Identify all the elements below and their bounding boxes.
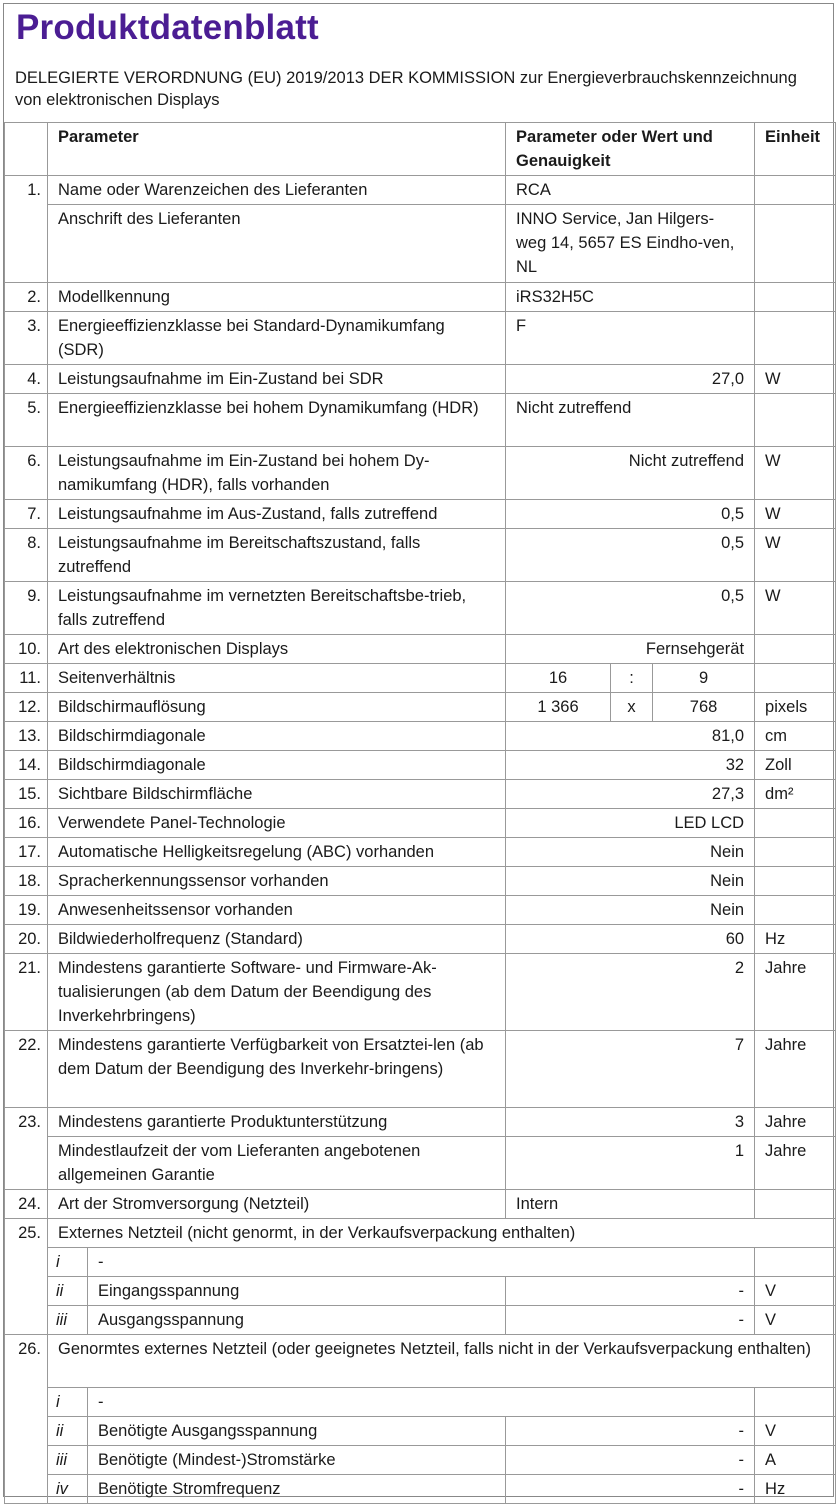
row-number: 24. (5, 1190, 48, 1219)
row-unit: Zoll (755, 751, 836, 780)
page-subtitle: DELEGIERTE VERORDNUNG (EU) 2019/2013 DER KOMMISSION zur Energieverbrauchskennzeichnung von elektronischen Displays (15, 69, 797, 109)
spec-table (4, 122, 836, 1504)
row-parameter: Leistungsaufnahme im vernetzten Bereitschaftsbe-trieb, falls zutreffend (48, 582, 506, 635)
header-parameter: Parameter (48, 123, 506, 176)
row-number: 7. (5, 500, 48, 529)
row-number: 13. (5, 722, 48, 751)
row-unit: W (755, 582, 836, 635)
row-value: Fernsehgerät (506, 635, 755, 664)
table-row (5, 1277, 836, 1306)
row-value: - (506, 1475, 755, 1504)
table-row (5, 1306, 836, 1335)
row-parameter: Energieeffizienzklasse bei hohem Dynamikumfang (HDR) (48, 394, 506, 447)
sub-index: i (48, 1248, 88, 1277)
row-value: 0,5 (506, 529, 755, 582)
row-unit: V (755, 1277, 836, 1306)
table-row (5, 780, 836, 809)
row-unit (755, 664, 836, 693)
row-parameter: - (88, 1248, 755, 1277)
row-number (5, 1306, 48, 1335)
table-row (5, 896, 836, 925)
row-parameter: - (88, 1388, 755, 1417)
row-parameter: Leistungsaufnahme im Ein-Zustand bei SDR (48, 365, 506, 394)
table-row (5, 954, 836, 1031)
row-number: 14. (5, 751, 48, 780)
row-unit: Hz (755, 925, 836, 954)
row-unit: cm (755, 722, 836, 751)
row-number: 10. (5, 635, 48, 664)
row-number: 15. (5, 780, 48, 809)
resolution-width: 1 366 (506, 693, 611, 722)
row-parameter: Mindestlaufzeit der vom Lieferanten angebotenen allgemeinen Garantie (48, 1137, 506, 1190)
row-number: 20. (5, 925, 48, 954)
row-unit: Jahre (755, 1031, 836, 1108)
row-number (5, 1417, 48, 1446)
row-parameter: Art des elektronischen Displays (48, 635, 506, 664)
row-value: - (506, 1417, 755, 1446)
row-parameter: Bildwiederholfrequenz (Standard) (48, 925, 506, 954)
row-number: 5. (5, 394, 48, 447)
row-unit (755, 635, 836, 664)
row-number: 18. (5, 867, 48, 896)
row-parameter: Art der Stromversorgung (Netzteil) (48, 1190, 506, 1219)
row-unit (755, 283, 836, 312)
table-row (5, 500, 836, 529)
row-parameter: Seitenverhältnis (48, 664, 506, 693)
row-parameter: Spracherkennungssensor vorhanden (48, 867, 506, 896)
table-row (5, 1190, 836, 1219)
resolution-separator: x (611, 693, 653, 722)
table-row (5, 1475, 836, 1504)
ratio-width: 16 (506, 664, 611, 693)
header-num-cell (5, 123, 48, 176)
row-number: 1. (5, 176, 48, 205)
row-unit (755, 205, 836, 283)
row-number (5, 1446, 48, 1475)
row-unit (755, 312, 836, 365)
row-parameter: Mindestens garantierte Software- und Firmware-Ak-tualisierungen (ab dem Datum der Beendigung des Inverkehrbringens) (48, 954, 506, 1031)
table-row (5, 1219, 836, 1248)
row-value: - (506, 1306, 755, 1335)
datasheet-page (3, 3, 834, 1497)
row-unit: dm² (755, 780, 836, 809)
row-value: iRS32H5C (506, 283, 755, 312)
row-value: 0,5 (506, 582, 755, 635)
table-row (5, 582, 836, 635)
row-value: 27,3 (506, 780, 755, 809)
row-parameter: Sichtbare Bildschirmfläche (48, 780, 506, 809)
row-unit (755, 1248, 836, 1277)
row-number: 19. (5, 896, 48, 925)
row-parameter: Benötigte Stromfrequenz (88, 1475, 506, 1504)
table-row (5, 1031, 836, 1108)
table-row (5, 529, 836, 582)
row-unit: pixels (755, 693, 836, 722)
row-parameter: Energieeffizienzklasse bei Standard-Dynamikumfang (SDR) (48, 312, 506, 365)
page-title: Produktdatenblatt (16, 8, 319, 47)
row-value: - (506, 1277, 755, 1306)
table-row (5, 1137, 836, 1190)
row-number (5, 1137, 48, 1190)
table-row (5, 809, 836, 838)
table-row (5, 312, 836, 365)
row-number: 23. (5, 1108, 48, 1137)
row-value: 81,0 (506, 722, 755, 751)
sub-index: iv (48, 1475, 88, 1504)
row-number (5, 1277, 48, 1306)
table-row (5, 1446, 836, 1475)
table-row (5, 1335, 836, 1388)
row-parameter: Bildschirmauflösung (48, 693, 506, 722)
table-row (5, 751, 836, 780)
row-number: 22. (5, 1031, 48, 1108)
table-row (5, 1388, 836, 1417)
header-unit: Einheit (755, 123, 836, 176)
table-row (5, 693, 836, 722)
table-row (5, 1108, 836, 1137)
row-number: 4. (5, 365, 48, 394)
row-number: 26. (5, 1335, 48, 1388)
row-value: LED LCD (506, 809, 755, 838)
row-unit: V (755, 1306, 836, 1335)
table-row (5, 1417, 836, 1446)
row-number: 12. (5, 693, 48, 722)
row-unit (755, 1388, 836, 1417)
row-value: Nicht zutreffend (506, 394, 755, 447)
row-unit (755, 867, 836, 896)
row-parameter: Benötigte (Mindest-)Stromstärke (88, 1446, 506, 1475)
table-header-row (5, 123, 836, 176)
row-value: INNO Service, Jan Hilgers-weg 14, 5657 ES Eindho-ven, NL (506, 205, 755, 283)
row-value: RCA (506, 176, 755, 205)
row-unit: Jahre (755, 954, 836, 1031)
row-value: 0,5 (506, 500, 755, 529)
row-unit: W (755, 447, 836, 500)
row-unit: A (755, 1446, 836, 1475)
row-parameter: Anwesenheitssensor vorhanden (48, 896, 506, 925)
row-unit: V (755, 1417, 836, 1446)
sub-index: i (48, 1388, 88, 1417)
table-row (5, 205, 836, 283)
row-parameter: Mindestens garantierte Verfügbarkeit von Ersatztei-len (ab dem Datum der Beendigung des Inverkehr-bringens) (48, 1031, 506, 1108)
table-row (5, 925, 836, 954)
row-unit (755, 809, 836, 838)
row-number: 16. (5, 809, 48, 838)
table-row (5, 283, 836, 312)
table-row (5, 635, 836, 664)
row-parameter: Bildschirmdiagonale (48, 751, 506, 780)
row-number: 6. (5, 447, 48, 500)
table-row (5, 447, 836, 500)
table-row (5, 1248, 836, 1277)
row-unit (755, 838, 836, 867)
row-parameter: Ausgangsspannung (88, 1306, 506, 1335)
row-number: 11. (5, 664, 48, 693)
row-value: Nein (506, 896, 755, 925)
row-unit: W (755, 529, 836, 582)
sub-index: iii (48, 1446, 88, 1475)
row-value: 60 (506, 925, 755, 954)
row-parameter: Leistungsaufnahme im Aus-Zustand, falls zutreffend (48, 500, 506, 529)
table-row (5, 838, 836, 867)
table-row (5, 394, 836, 447)
row-unit: Jahre (755, 1108, 836, 1137)
row-value: 7 (506, 1031, 755, 1108)
row-parameter: Modellkennung (48, 283, 506, 312)
sub-index: iii (48, 1306, 88, 1335)
row-parameter: Anschrift des Lieferanten (48, 205, 506, 283)
row-unit (755, 1190, 836, 1219)
row-number (5, 1475, 48, 1504)
row-number (5, 1388, 48, 1417)
row-parameter: Leistungsaufnahme im Bereitschaftszustand, falls zutreffend (48, 529, 506, 582)
table-row (5, 365, 836, 394)
row-unit: Hz (755, 1475, 836, 1504)
row-unit (755, 176, 836, 205)
row-value: 32 (506, 751, 755, 780)
sub-index: ii (48, 1417, 88, 1446)
row-number: 2. (5, 283, 48, 312)
row-value: Nein (506, 867, 755, 896)
row-value: 1 (506, 1137, 755, 1190)
resolution-height: 768 (653, 693, 755, 722)
row-parameter: Genormtes externes Netzteil (oder geeignetes Netzteil, falls nicht in der Verkaufsverpackung enthalten) (48, 1335, 836, 1388)
table-row (5, 664, 836, 693)
row-value: 2 (506, 954, 755, 1031)
row-value: 3 (506, 1108, 755, 1137)
row-value: - (506, 1446, 755, 1475)
row-parameter: Eingangsspannung (88, 1277, 506, 1306)
row-value: Intern (506, 1190, 755, 1219)
row-parameter: Externes Netzteil (nicht genormt, in der Verkaufsverpackung enthalten) (48, 1219, 836, 1248)
row-parameter: Bildschirmdiagonale (48, 722, 506, 751)
row-parameter: Automatische Helligkeitsregelung (ABC) vorhanden (48, 838, 506, 867)
row-parameter: Mindestens garantierte Produktunterstützung (48, 1108, 506, 1137)
row-number: 25. (5, 1219, 48, 1248)
row-unit: W (755, 365, 836, 394)
sub-index: ii (48, 1277, 88, 1306)
row-parameter: Name oder Warenzeichen des Lieferanten (48, 176, 506, 205)
row-unit (755, 896, 836, 925)
table-row (5, 176, 836, 205)
row-unit: W (755, 500, 836, 529)
ratio-separator: : (611, 664, 653, 693)
table-row (5, 722, 836, 751)
row-number (5, 205, 48, 283)
row-value: Nein (506, 838, 755, 867)
row-value: F (506, 312, 755, 365)
row-parameter: Benötigte Ausgangsspannung (88, 1417, 506, 1446)
row-parameter: Leistungsaufnahme im Ein-Zustand bei hohem Dy-namikumfang (HDR), falls vorhanden (48, 447, 506, 500)
row-unit: Jahre (755, 1137, 836, 1190)
header-value: Parameter oder Wert und Genauigkeit (506, 123, 755, 176)
row-number: 17. (5, 838, 48, 867)
ratio-height: 9 (653, 664, 755, 693)
row-number: 8. (5, 529, 48, 582)
row-value: Nicht zutreffend (506, 447, 755, 500)
row-number (5, 1248, 48, 1277)
row-value: 27,0 (506, 365, 755, 394)
table-row (5, 867, 836, 896)
row-number: 3. (5, 312, 48, 365)
row-unit (755, 394, 836, 447)
row-number: 9. (5, 582, 48, 635)
row-parameter: Verwendete Panel-Technologie (48, 809, 506, 838)
row-number: 21. (5, 954, 48, 1031)
